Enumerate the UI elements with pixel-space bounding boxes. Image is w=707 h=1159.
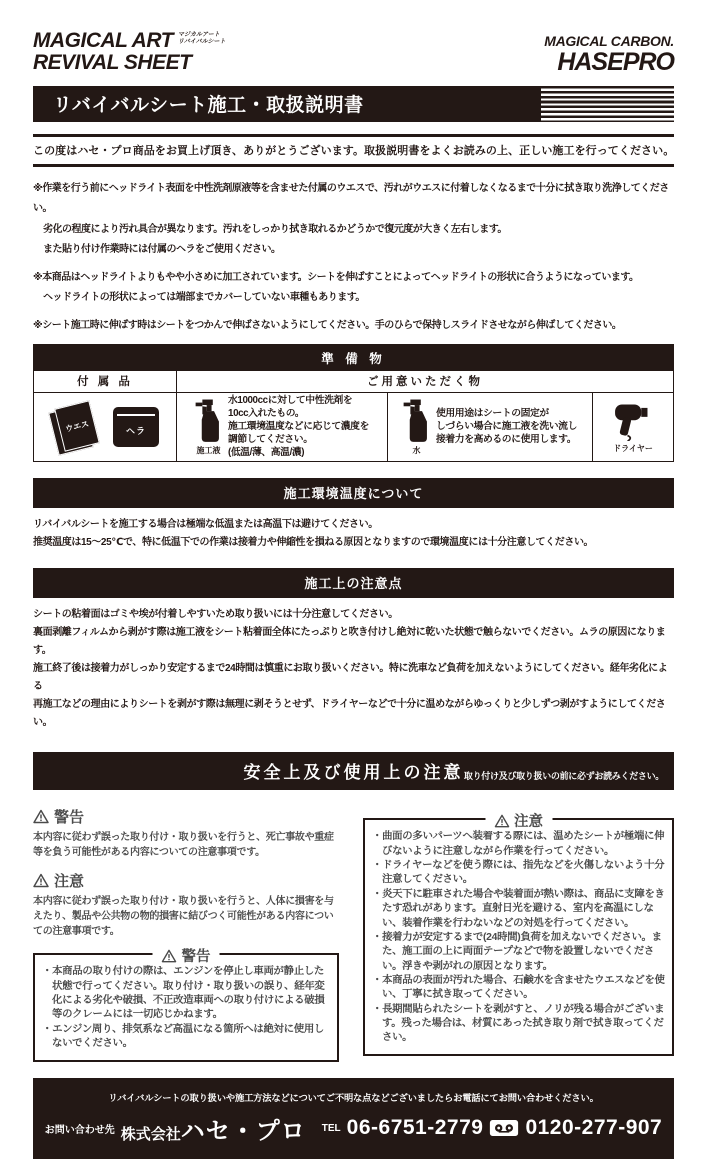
title-bar	[33, 86, 674, 122]
safety-right-column	[363, 804, 674, 1061]
preparation-table	[33, 344, 674, 462]
note-paragraph: ※作業を行う前にヘッドライト表面を中性洗剤原液等を含ませた付属のウエスで、汚れがウエスに付着しなくなるまで十分に拭き取り洗浄してください。 劣化の程度により汚れ具合が異なります。汚れをしっかり拭き取れるかどうかで復元度が大きく左右します。 また貼り付け作業時には付属のヘラをご使用ください。	[33, 182, 669, 256]
warning-box-item: ・エンジン周り、排気系など高温になる箇所へは絶対に使用しないでください。	[42, 1023, 325, 1050]
instruction-sheet	[33, 0, 674, 1159]
wipes-icon	[51, 402, 103, 452]
warning-description: 本内容に従わず誤った取り付け・取り扱いを行うと、死亡事故や重症等を負う可能性がある内容についての注意事項です。	[33, 832, 334, 859]
dryer-label: ドライヤー	[613, 443, 653, 453]
company-name: 株式会社ハセ・プロ	[120, 1117, 306, 1145]
contact-label: お問い合わせ先	[44, 1124, 115, 1136]
hasepro-text: HASEPRO	[557, 48, 674, 77]
tel-number: 06-6751-2779	[346, 1116, 484, 1140]
warning-box-item: ・本商品の取り付けの際は、エンジンを停止し車両が静止した状態で行ってください。取り付け・取り扱いの誤り、経年変化による劣化や破損、不正改造車両への取り付けによる破損等のクレームには一切応じかねます。	[42, 966, 325, 1021]
note-paragraph: ※シート施工時に伸ばす時はシートをつかんで伸ばさないようにしてください。手のひらで保持しスライドさせながら伸ばしてください。	[33, 319, 622, 331]
caution-description: 本内容に従わず誤った取り付け・取り扱いを行うと、人体に損害を与えたり、製品や公共物の物的損害に結びつく可能性がある内容についての注意事項です。	[33, 896, 334, 938]
spray-bottle-icon	[195, 398, 222, 444]
safety-title: 安全上及び使用上の注意	[243, 763, 464, 783]
caution-box-item: ・接着力が安定するまで(24時間)負荷を加えないでください。また、施工面の上に両面テープなどで物を設置しないでください。浮きや剥がれの原因となります。	[372, 931, 662, 972]
preparation-items-row	[34, 392, 673, 461]
caution-box-item: ・ドライヤーなどを使う際には、指先などを火傷しないよう十分注意してください。	[372, 860, 665, 886]
solution-label: 施工液	[196, 446, 221, 456]
construction-text: シートの粘着面はゴミや埃が付着しやすいため取り扱いには十分注意してください。 裏面剥離フィルムから剥がす際は施工液をシート粘着面全体にたっぷりと吹き付けし絶対に乾いた状態で触らないでください。ムラの原因になります。 施工終了後は接着力がしっかり安定するまで24時間は慎重にお取り扱いください。特に洗車など負荷を加えないようにしてください。経年劣化による 再施工などの理由によりシートを剥がす際は無理に剥そうとせず、ドライヤーなどで十分に温めながらゆっくりと少しずつ剥がすようにしてください。	[33, 609, 668, 729]
note-paragraph: ※本商品はヘッドライトよりもやや小さめに加工されています。シートを伸ばすことによってヘッドライトの形状に合うようになっています。 ヘッドライトの形状によっては端部までカバーしていない車種もあります。	[33, 271, 639, 304]
hair-dryer-icon	[612, 401, 654, 441]
water-description: 使用用途はシートの固定が しづらい場合に施工液を洗い流し 接着力を高めるのに使用します。	[436, 408, 577, 445]
wipes-label: ウエス	[64, 419, 90, 434]
general-notes	[33, 178, 674, 336]
water-cell	[388, 393, 593, 461]
freedial-number: 0120-277-907	[525, 1116, 663, 1140]
spatula-icon	[113, 407, 159, 447]
freedial-icon	[489, 1119, 519, 1137]
logo-line2: REVIVAL SHEET	[33, 51, 192, 75]
magical-art-logo	[33, 30, 226, 74]
tel-label: TEL	[321, 1122, 341, 1134]
accessories-cell	[34, 393, 177, 461]
warning-triangle-icon	[162, 949, 177, 963]
safety-section-title-bar	[33, 752, 674, 790]
caution-box-item: ・本商品の表面が汚れた場合、石鹸水を含ませたウエスなどを使い、丁寧に拭き取ってください。	[372, 974, 665, 1001]
construction-section-title: 施工上の注意点	[33, 568, 674, 598]
water-spray-bottle-icon	[403, 398, 430, 444]
hasepro-logo	[544, 30, 674, 77]
temperature-section-title: 施工環境温度について	[33, 478, 674, 508]
page-title: リバイバルシート施工・取扱説明書	[53, 95, 364, 117]
caution-box-item: ・曲面の多いパーツへ装着する際には、温めたシートが極端に伸びないように注意しながら作業を行ってください。	[372, 831, 665, 857]
warning-box-title: 警告	[153, 945, 220, 966]
spatula-label: ヘラ	[125, 425, 146, 436]
greeting-band: この度はハセ・プロ商品をお買上げ頂き、ありがとうございます。取扱説明書をよくお読みの上、正しい施工を行ってください。	[33, 134, 674, 167]
temperature-text: リバイバルシートを施工する場合は極端な低温または高温下は避けてください。 推奨温度は15〜25℃で、特に低温下での作業は接着力や伸縮性を損ねる原因となりますので環境温度には十分注意してください。	[33, 519, 594, 549]
accessories-header: 付 属 品	[34, 371, 177, 392]
header	[33, 0, 674, 77]
safety-columns	[33, 804, 674, 1061]
warning-box	[33, 949, 339, 1061]
caution-box	[363, 814, 674, 1055]
magical-carbon-text: MAGICAL CARBON.	[544, 33, 674, 49]
caution-box-title: 注意	[485, 810, 552, 831]
logo-line1: MAGICAL ART	[33, 29, 173, 52]
contact-footer	[33, 1078, 674, 1159]
footer-contact-line	[39, 1111, 668, 1146]
warning-triangle-icon	[33, 809, 49, 824]
warning-heading: 警告	[33, 806, 339, 827]
preparation-column-headers	[34, 371, 673, 392]
caution-box-item: ・炎天下に駐車された場合や装着面が熱い際は、商品に支障をきたす恐れがあります。直射日光を避ける、室内を高温にしない、装着作業を行わないなどの対処を行ってください。	[372, 888, 665, 929]
warning-triangle-icon	[33, 873, 49, 888]
dryer-cell	[593, 393, 673, 461]
warning-triangle-icon	[494, 814, 509, 828]
safety-subtitle: 取り付け及び取り扱いの前に必ずお読みください。	[463, 771, 664, 782]
safety-left-column	[33, 804, 339, 1061]
caution-heading: 注意	[33, 870, 339, 891]
water-label: 水	[412, 446, 421, 456]
stripe-decoration	[541, 86, 674, 122]
logo-katakana: マジカルアート リバイバルシート	[177, 32, 226, 46]
footer-message: リバイバルシートの取り扱いや施工方法などについてご不明な点などございましたらお電話にてお問い合わせください。	[108, 1092, 599, 1103]
caution-box-item: ・長期間貼られたシートを剥がすと、ノリが残る場合がございます。残った場合は、材質にあった拭き取り剤で拭き取ってください。	[372, 1003, 665, 1044]
preparation-title: 準 備 物	[34, 345, 673, 371]
prepare-header: ご用意いただく物	[367, 376, 483, 389]
solution-cell	[177, 393, 388, 461]
solution-description: 水1000ccに対して中性洗剤を 10cc入れたもの。 施工環境温度などに応じて濃度を 調節してください。 (低温/薄、高温/濃)	[228, 395, 369, 458]
